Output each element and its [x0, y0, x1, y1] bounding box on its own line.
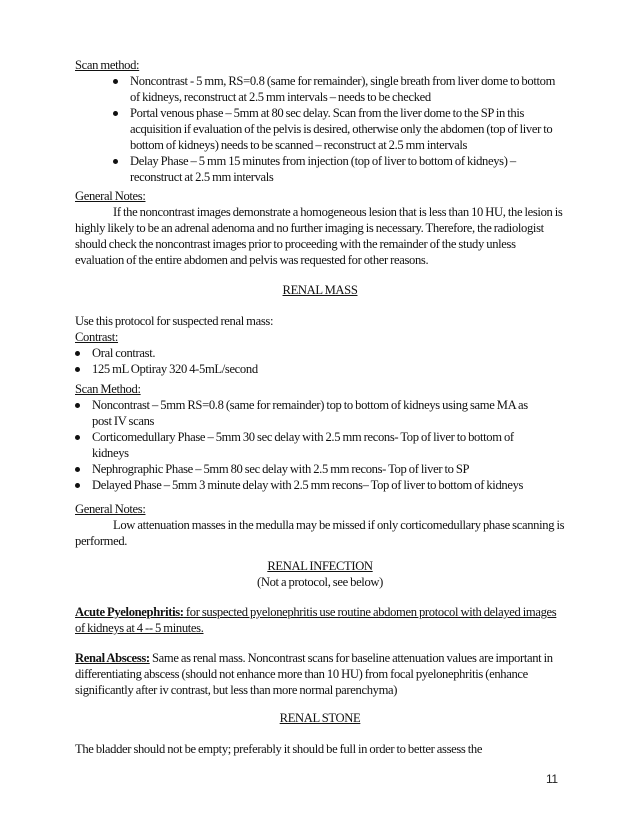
scan-method-heading: Scan Method:	[75, 382, 141, 396]
page-number: 11	[546, 772, 558, 786]
list-item	[113, 105, 563, 153]
list-item-text: Delayed Phase – 5mm 3 minute delay with 2.5 mm recons– Top of liver to bottom of kidneys	[92, 478, 524, 492]
list-item-text: Nephrographic Phase – 5mm 80 sec delay with 2.5 mm recons- Top of liver to SP	[92, 462, 470, 476]
renal-abscess-label: Renal Abscess:	[75, 651, 150, 665]
scan-method-heading: Scan method:	[75, 58, 140, 72]
acute-pyelonephritis	[75, 604, 565, 636]
acute-pyelonephritis-label: Acute Pyelonephritis:	[75, 605, 184, 619]
renal-infection-title-text: RENAL INFECTION	[267, 559, 373, 573]
acute-pyelonephritis-text: for suspected pyelonephritis use routine abdomen protocol with delayed images of kidneys at 4 -- 5 minutes.	[75, 605, 557, 635]
renal-mass-notes	[75, 501, 565, 549]
renal-mass-scan-list	[75, 397, 545, 493]
list-item-text: Oral contrast.	[92, 346, 156, 360]
scan-method-section	[75, 57, 565, 185]
renal-abscess	[75, 650, 565, 698]
general-notes-heading: General Notes:	[75, 189, 146, 203]
list-item-text: 125 mL Optiray 320 4-5mL/second	[92, 362, 258, 376]
renal-infection-subtitle: (Not a protocol, see below)	[257, 575, 383, 589]
renal-mass-title-text: RENAL MASS	[282, 283, 358, 297]
list-item-text: Noncontrast - 5 mm, RS=0.8 (same for remainder), single breath from liver dome to bottom of kidneys, reconstruct at 2.5 mm intervals – needs to be checked	[130, 74, 556, 104]
list-item	[75, 345, 565, 361]
renal-abscess-text: Same as renal mass. Noncontrast scans for baseline attenuation values are important in differentiating abscess (should not enhance more than 10 HU) from focal pyelonephritis (enhance significantly after iv contrast, but less than more normal parenchyma)	[75, 651, 553, 697]
list-item-text: Noncontrast – 5mm RS=0.8 (same for remainder) top to bottom of kidneys using same MA as post IV scans	[92, 398, 528, 428]
general-notes-text: If the noncontrast images demonstrate a homogeneous lesion that is less than 10 HU, the lesion is highly likely to be an adrenal adenoma and no further imaging is necessary. Therefore, the radiologist should check the noncontrast images prior to proceeding with the remainder of the study unless evaluation of the entire abdomen and pelvis was requested for other reasons.	[75, 205, 563, 267]
renal-infection-title	[75, 558, 565, 590]
list-item	[113, 153, 563, 185]
renal-mass-section	[75, 313, 565, 377]
renal-stone-title-text: RENAL STONE	[279, 711, 361, 725]
renal-mass-intro: Use this protocol for suspected renal mass:	[75, 314, 274, 328]
contrast-list	[75, 345, 565, 377]
list-item	[75, 461, 545, 477]
list-item-text: Portal venous phase – 5mm at 80 sec delay. Scan from the liver dome to the SP in this acquisition if evaluation of the pelvis is desired, otherwise only the abdomen (top of liver to bottom of kidneys) needs to be scanned – reconstruct at 2.5 mm intervals	[130, 106, 553, 152]
list-item	[75, 429, 545, 461]
list-item	[113, 73, 563, 105]
list-item	[75, 477, 545, 493]
scan-method-list	[113, 73, 563, 185]
list-item-text: Corticomedullary Phase – 5mm 30 sec delay with 2.5 mm recons- Top of liver to bottom of kidneys	[92, 430, 514, 460]
renal-mass-notes-text: Low attenuation masses in the medulla may be missed if only corticomedullary phase scanning is performed.	[75, 518, 565, 548]
renal-mass-scan-section	[75, 381, 565, 493]
renal-stone-title	[75, 710, 565, 726]
contrast-heading: Contrast:	[75, 330, 119, 344]
list-item-text: Delay Phase – 5 mm 15 minutes from injection (top of liver to bottom of kidneys) – reconstruct at 2.5 mm intervals	[130, 154, 516, 184]
renal-mass-title	[75, 282, 565, 298]
general-notes-section	[75, 188, 565, 268]
list-item	[75, 397, 545, 429]
list-item	[75, 361, 565, 377]
general-notes-heading: General Notes:	[75, 502, 146, 516]
renal-stone-text: The bladder should not be empty; preferably it should be full in order to better assess the	[75, 742, 483, 756]
